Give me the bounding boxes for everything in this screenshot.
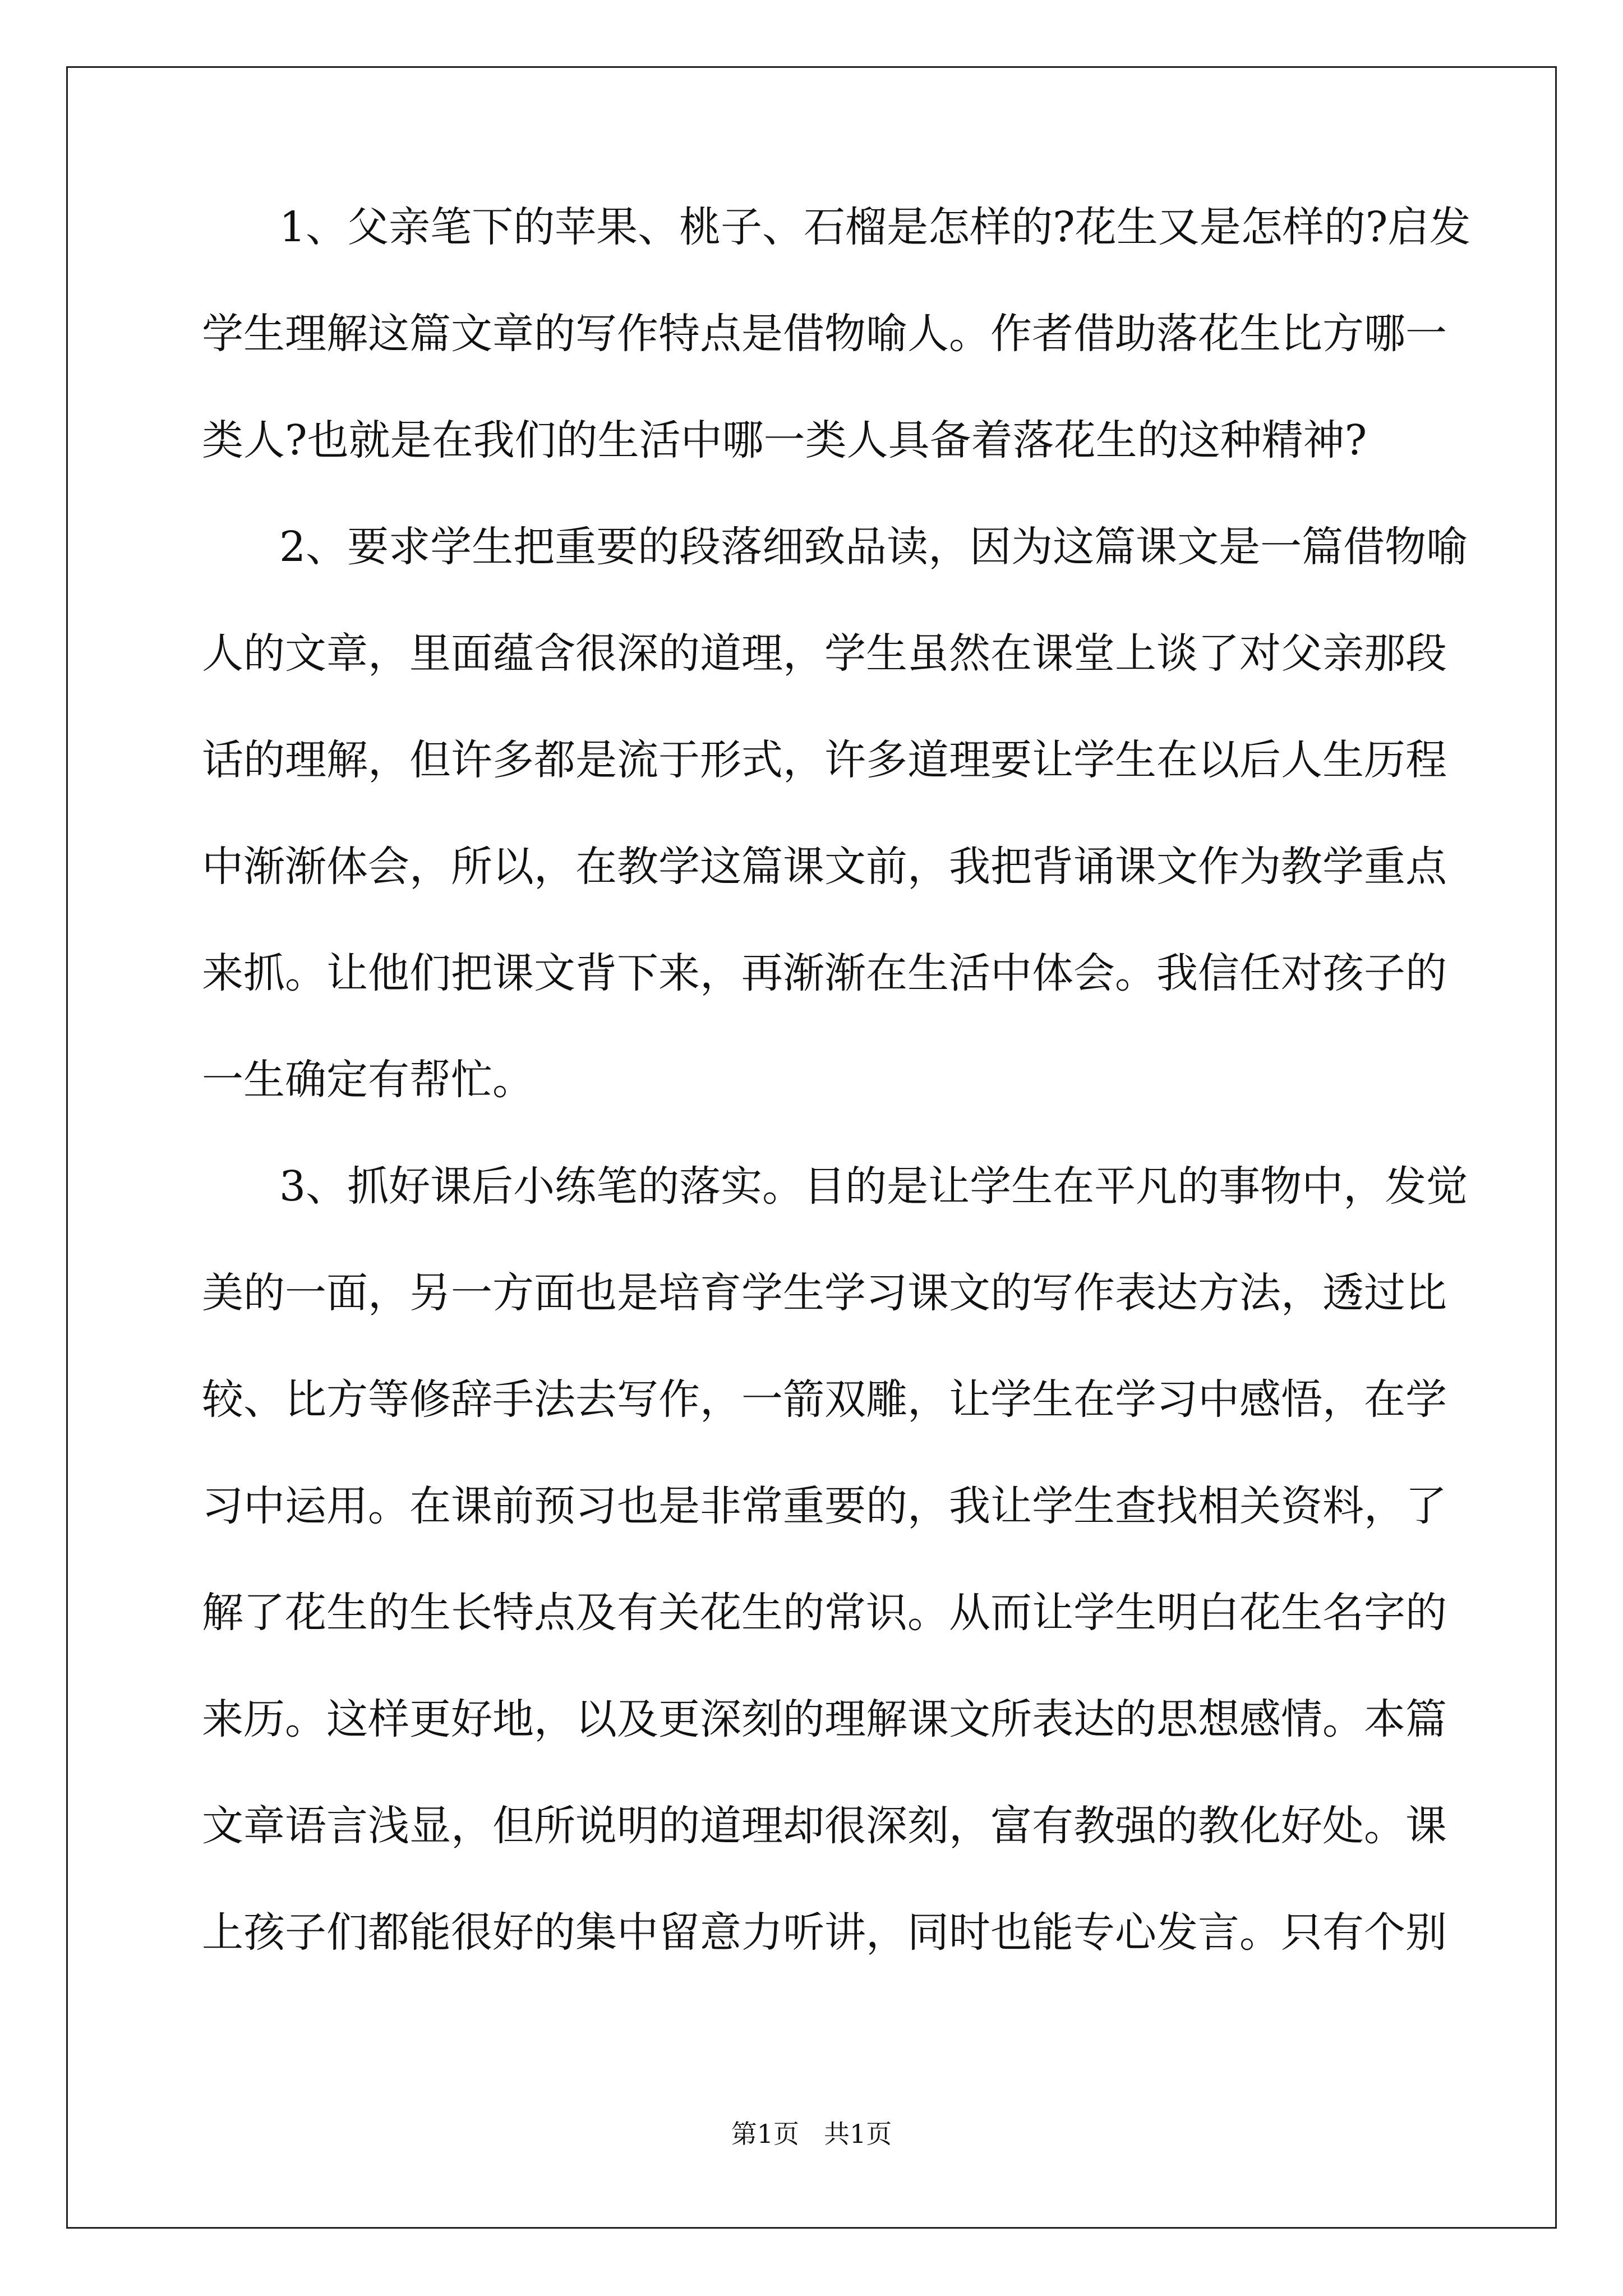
text-line-7: 中渐渐体会，所以，在教学这篇课文前，我把背诵课文作为教学重点 xyxy=(202,843,1447,891)
page-footer xyxy=(0,2118,1623,2150)
page-number-total: 共1页 xyxy=(824,2119,892,2149)
text-line-3: 类人?也就是在我们的生活中哪一类人具备着落花生的这种精神? xyxy=(202,416,1367,464)
page-number-current: 第1页 xyxy=(731,2119,799,2149)
text-line-1: 1、父亲笔下的苹果、桃子、石榴是怎样的?花生又是怎样的?启发 xyxy=(279,203,1471,251)
text-line-2: 学生理解这篇文章的写作特点是借物喻人。作者借助落花生比方哪一 xyxy=(202,310,1447,358)
text-line-14: 解了花生的生长特点及有关花生的常识。从而让学生明白花生名字的 xyxy=(202,1589,1447,1637)
text-line-8: 来抓。让他们把课文背下来，再渐渐在生活中体会。我信任对孩子的 xyxy=(202,949,1447,997)
text-line-9: 一生确定有帮忙。 xyxy=(202,1056,534,1104)
text-line-13: 习中运用。在课前预习也是非常重要的，我让学生查找相关资料，了 xyxy=(202,1482,1447,1530)
text-line-11: 美的一面，另一方面也是培育学生学习课文的写作表达方法，透过比 xyxy=(202,1269,1447,1317)
text-line-12: 较、比方等修辞手法去写作，一箭双雕，让学生在学习中感悟，在学 xyxy=(202,1375,1447,1424)
text-line-17: 上孩子们都能很好的集中留意力听讲，同时也能专心发言。只有个别 xyxy=(202,1908,1447,1957)
text-line-16: 文章语言浅显，但所说明的道理却很深刻，富有教强的教化好处。课 xyxy=(202,1802,1447,1850)
document-body xyxy=(202,201,1471,2013)
text-line-4: 2、要求学生把重要的段落细致品读，因为这篇课文是一篇借物喻 xyxy=(279,523,1468,571)
text-line-5: 人的文章，里面蕴含很深的道理，学生虽然在课堂上谈了对父亲那段 xyxy=(202,629,1447,678)
text-line-6: 话的理解，但许多都是流于形式，许多道理要让学生在以后人生历程 xyxy=(202,736,1447,784)
text-line-10: 3、抓好课后小练笔的落实。目的是让学生在平凡的事物中，发觉 xyxy=(279,1162,1468,1211)
text-line-15: 来历。这样更好地，以及更深刻的理解课文所表达的思想感情。本篇 xyxy=(202,1695,1447,1743)
